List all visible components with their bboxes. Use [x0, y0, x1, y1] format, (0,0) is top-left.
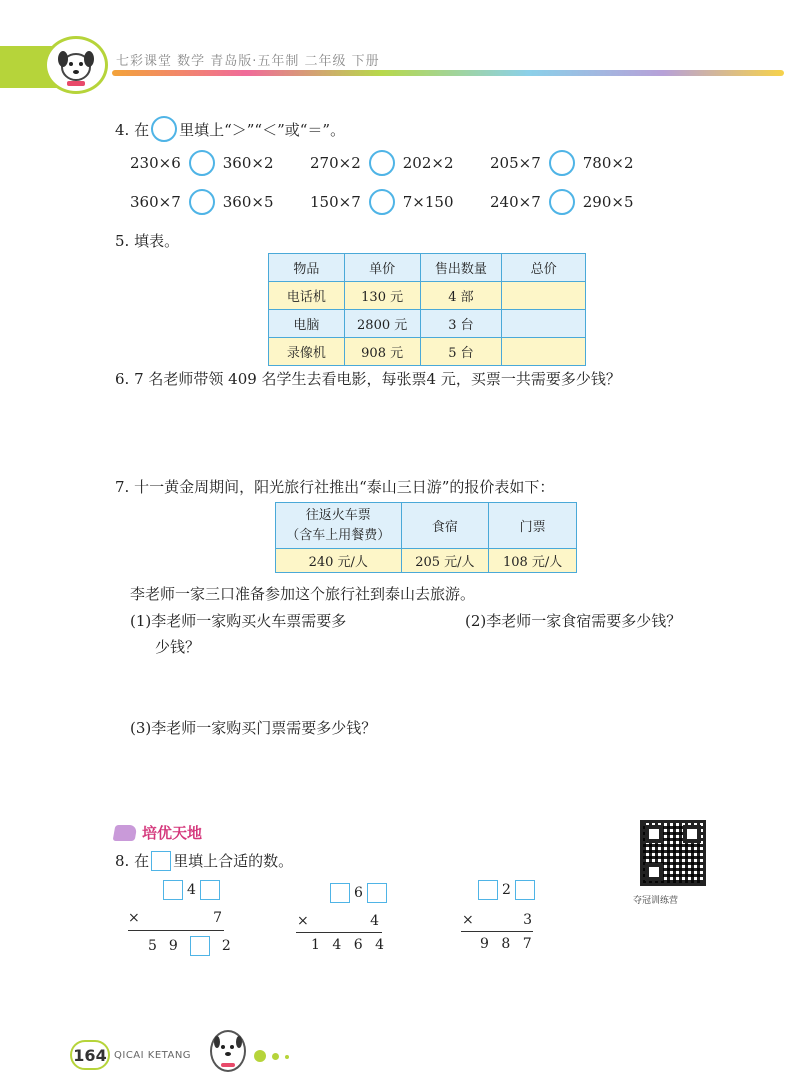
q8-answer-box[interactable]: [163, 880, 183, 900]
q4-left: 360×7: [130, 193, 181, 211]
q4-answer-circle[interactable]: [549, 189, 575, 215]
q8-answer-box[interactable]: [190, 936, 210, 956]
q4-right: 780×2: [582, 154, 634, 172]
q5-prompt: 5. 填表。: [115, 232, 180, 250]
q4-item-5: [310, 189, 454, 215]
q5-cell: 录像机: [269, 338, 345, 366]
q7-sub2: (2)李老师一家食宿需要多少钱？: [465, 612, 682, 630]
answer-box-icon: [151, 851, 171, 871]
qr-caption: 夺冠训练营: [633, 896, 679, 906]
q8-result: 1 4 6 4: [311, 937, 388, 953]
q4-item-2: [310, 150, 454, 176]
q5-cell: 3 台: [420, 310, 502, 338]
qr-code-icon[interactable]: [640, 820, 706, 886]
q5-table: [268, 253, 586, 366]
section-title: 培优天地: [142, 824, 203, 842]
q8-digit: 6: [354, 885, 363, 901]
q7-cell: 240 元/人: [276, 549, 402, 573]
q7-header: 往返火车票: [305, 507, 371, 523]
footer-mascot-icon: [210, 1030, 246, 1072]
q8-multiplier: 3: [523, 912, 532, 928]
q4-answer-circle[interactable]: [369, 150, 395, 176]
q4-prompt: [115, 116, 345, 142]
q4-right: 290×5: [582, 193, 634, 211]
q7-header: 食宿: [401, 503, 489, 549]
q5-total-input[interactable]: [502, 282, 586, 310]
mascot-logo-icon: [44, 36, 108, 94]
q8-digit: 9: [168, 938, 178, 954]
q5-cell: 电脑: [269, 310, 345, 338]
q4-prompt-post: 里填上“＞”“＜”或“＝”。: [179, 120, 346, 139]
q5-cell: 2800 元: [344, 310, 420, 338]
table-row: [269, 338, 586, 366]
times-sign: ×: [462, 912, 474, 928]
q4-right: 7×150: [402, 193, 454, 211]
q7-sub3: (3)李老师一家购买门票需要多少钱？: [130, 719, 377, 737]
q5-header: 总价: [502, 254, 586, 282]
q7-header: 门票: [489, 503, 577, 549]
q4-right: 360×2: [222, 154, 274, 172]
q8-rule: [128, 930, 224, 931]
q5-total-input[interactable]: [502, 310, 586, 338]
times-sign: ×: [128, 910, 140, 926]
q5-header: 物品: [269, 254, 345, 282]
q4-left: 270×2: [310, 154, 361, 172]
section-header: [114, 822, 202, 843]
q7-cell: 205 元/人: [401, 549, 489, 573]
q4-right: 202×2: [402, 154, 454, 172]
q8-digit: 5: [148, 938, 157, 954]
header-title: 七彩课堂 数学 青岛版·五年制 二年级 下册: [116, 54, 380, 69]
q5-cell: 130 元: [344, 282, 420, 310]
q7-context: 李老师一家三口准备参加这个旅行社到泰山去旅游。: [130, 585, 476, 603]
q8-prompt-post: 里填上合适的数。: [173, 852, 294, 870]
q8-answer-box[interactable]: [200, 880, 220, 900]
footer-dot-icon: [285, 1055, 289, 1059]
footer-dot-icon: [272, 1053, 279, 1060]
q5-cell: 5 台: [420, 338, 502, 366]
q8-digit: 4: [187, 882, 196, 898]
table-row: [276, 549, 577, 573]
q8-result: 9 8 7: [480, 936, 536, 952]
q4-answer-circle[interactable]: [369, 189, 395, 215]
q8-rule: [461, 931, 533, 932]
q8-multiplier: 7: [213, 910, 222, 926]
q8-answer-box[interactable]: [367, 883, 387, 903]
q8-answer-box[interactable]: [515, 880, 535, 900]
footer-brand: QICAI KETANG: [114, 1050, 192, 1061]
q4-answer-circle[interactable]: [189, 150, 215, 176]
q7-header-ticket: [276, 503, 402, 549]
q4-item-4: [130, 189, 274, 215]
q4-left: 240×7: [490, 193, 541, 211]
table-row: [269, 310, 586, 338]
q7-header-note: （含车上用餐费）: [286, 527, 391, 543]
q7-prompt: 7. 十一黄金周期间，阳光旅行社推出“泰山三日游”的报价表如下：: [115, 478, 555, 496]
times-sign: ×: [297, 913, 309, 929]
q7-price-table: [275, 502, 577, 573]
q8-prompt: [115, 850, 293, 871]
q7-cell: 108 元/人: [489, 549, 577, 573]
q7-sub1-cont: 少钱？: [155, 638, 201, 656]
q8-answer-box[interactable]: [330, 883, 350, 903]
q5-cell: 电话机: [269, 282, 345, 310]
q6-prompt: 6. 7 名老师带领 409 名学生去看电影，每张票4 元，买票一共需要多少钱？: [115, 370, 621, 388]
table-row: [269, 282, 586, 310]
q4-item-3: [490, 150, 634, 176]
header-rainbow-line: [112, 70, 784, 76]
q5-total-input[interactable]: [502, 338, 586, 366]
q4-prompt-pre: 4. 在: [115, 120, 150, 139]
q4-right: 360×5: [222, 193, 274, 211]
q5-cell: 908 元: [344, 338, 420, 366]
q5-header: 单价: [344, 254, 420, 282]
q8-rule: [296, 932, 382, 933]
q8-digit: 2: [502, 882, 511, 898]
q7-sub1: (1)李老师一家购买火车票需要多: [130, 612, 347, 630]
q4-left: 230×6: [130, 154, 181, 172]
q5-cell: 4 部: [420, 282, 502, 310]
q8-answer-box[interactable]: [478, 880, 498, 900]
q4-item-6: [490, 189, 634, 215]
q8-prompt-pre: 8. 在: [115, 852, 150, 870]
q8-multiplier: 4: [370, 913, 379, 929]
page-number: 164: [70, 1040, 110, 1070]
q4-answer-circle[interactable]: [189, 189, 215, 215]
book-icon: [113, 825, 138, 841]
q4-left: 150×7: [310, 193, 361, 211]
q5-header: 售出数量: [420, 254, 502, 282]
answer-circle-icon: [151, 116, 177, 142]
q4-item-1: [130, 150, 274, 176]
q8-digit: 2: [221, 938, 231, 954]
q4-answer-circle[interactable]: [549, 150, 575, 176]
footer-dot-icon: [254, 1050, 266, 1062]
q4-left: 205×7: [490, 154, 541, 172]
